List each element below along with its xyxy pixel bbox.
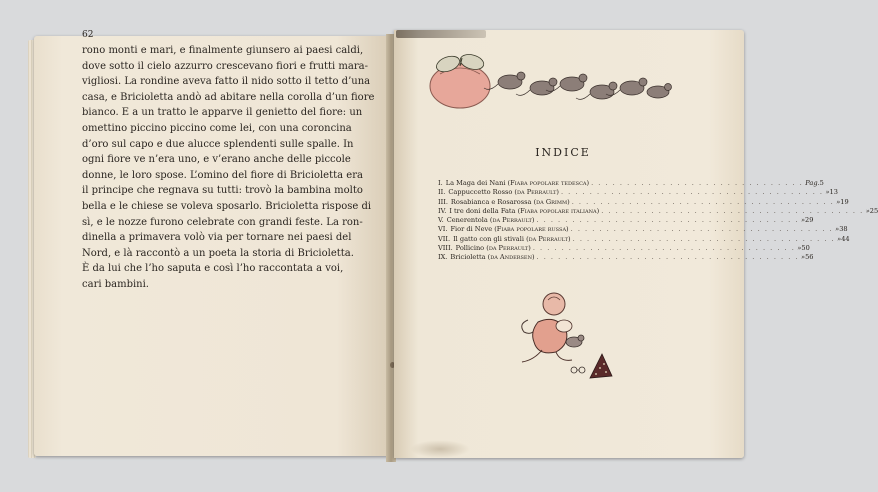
toc-mark: »	[836, 197, 841, 206]
toc-number: IX.	[438, 253, 448, 262]
story-line: bella e le chiese se voleva sposarlo. Bricioletta rispose di	[82, 200, 372, 212]
toc-number: VIII.	[438, 244, 453, 253]
toc-page-number: 25	[869, 206, 878, 215]
toc-title: Bricioletta	[450, 253, 486, 262]
toc-entry[interactable]	[438, 234, 850, 244]
toc-number: VI.	[438, 225, 448, 234]
toc-number: I.	[438, 179, 443, 187]
toc-number: IV.	[438, 206, 447, 215]
toc-title: Fior di Neve	[450, 225, 493, 234]
toc-leader: . . . . . . . . . . . . . . . . . . . . . . . . . . . . . . . . . . . . .	[536, 253, 800, 262]
story-text	[82, 43, 375, 293]
toc-author: (da Perrault)	[514, 188, 559, 197]
toc-title: I tre doni della Fata	[449, 206, 516, 215]
toc-number: V.	[438, 216, 444, 225]
toc-title: Il gatto con gli stivali	[453, 234, 524, 243]
toc-mark: »	[825, 188, 830, 197]
toc-page-number: 38	[839, 225, 848, 234]
toc-mark: »	[865, 206, 870, 215]
story-line: Nord, e là raccontò a un poeta la storia di Bricioletta.	[82, 247, 354, 259]
toc-mark: »	[835, 225, 840, 234]
toc-mark: »	[800, 216, 806, 225]
toc-leader: . . . . . . . . . . . . . . . . . . . . . . . . . . . . . . . . . . . . .	[572, 234, 836, 243]
torn-edge-stain	[396, 30, 486, 38]
toc-mark: »	[801, 253, 806, 262]
apple-and-mice-illustration	[410, 44, 680, 114]
toc-number: II.	[438, 188, 446, 197]
toc-leader: . . . . . . . . . . . . . . . . . . . . . . . . . . . . . . . . . . . . .	[570, 225, 834, 234]
toc-entry[interactable]	[438, 179, 824, 188]
toc-page-number: 13	[829, 188, 838, 197]
pointed-hat-shape	[590, 354, 612, 378]
toc-mark: Pag.	[805, 179, 820, 187]
toc-leader: . . . . . . . . . . . . . . . . . . . . . . . . . . . . . . . . . . . . .	[536, 216, 799, 225]
story-line: bianco. E a un tratto le apparve il genietto del fiore: un	[82, 107, 363, 119]
toc-page-number: 29	[805, 216, 814, 225]
story-line: dinella a primavera volò via per tornare nei paesi del	[82, 232, 352, 244]
story-line: È da lui che l’ho saputa e così l’ho raccontata a voi,	[82, 263, 344, 275]
story-line: il principe che regnava su tutti: trovò la bambina molto	[82, 185, 363, 197]
spectacles-shape	[571, 367, 577, 373]
toc-leader: . . . . . . . . . . . . . . . . . . . . . . . . . . . . . . . . . . . . .	[601, 206, 864, 215]
toc-title: Pollicino	[455, 244, 485, 253]
toc-entry[interactable]	[438, 253, 814, 262]
toc-page-number: 5	[819, 179, 824, 187]
toc-leader: . . . . . . . . . . . . . . . . . . . . . . . . . . . . . . . . . . . . .	[560, 188, 824, 197]
story-line: rono monti e mari, e finalmente giunsero ai paesi caldi,	[82, 45, 364, 56]
toc-leader: . . . . . . . . . . . . . . . . . . . . . . . . . . . . . .	[591, 179, 804, 187]
toc-leader: . . . . . . . . . . . . . . . . . . . . . . . . . . . . . . . . . . . . .	[571, 197, 835, 206]
story-line: vigliosi. La rondine aveva fatto il nido sotto il tetto d’una	[82, 76, 371, 88]
toc-title: Cappuccetto Rosso	[448, 188, 513, 197]
toc-entry[interactable]	[438, 197, 849, 207]
index-title: INDICE	[535, 146, 591, 159]
toc-mark: »	[797, 244, 802, 253]
story-line: donne, le loro spose. L’omino del fiore di Bricioletta era	[82, 169, 363, 181]
toc-page-number: 44	[841, 234, 850, 243]
story-line: dove sotto il cielo azzurro crescevano fiori e frutti mara-	[82, 60, 368, 72]
toc-entry[interactable]	[438, 225, 848, 234]
story-line: ogni fiore ve n’era uno, e v’erano anche delle piccole	[82, 154, 351, 166]
toc-entry[interactable]	[438, 244, 810, 253]
toc-leader: . . . . . . . . . . . . . . . . . . . . . . . . . . . . . . . . . . . . .	[532, 244, 796, 253]
toc-author: (Fiaba popolare russa)	[494, 225, 569, 234]
toc-number: VII.	[438, 234, 451, 243]
gnome-and-mouse-illustration	[508, 290, 618, 380]
round-hat-shape	[543, 293, 565, 315]
page-number: 62	[82, 30, 94, 40]
story-line: casa, e Bricioletta andò ad abitare nella corolla d’un fiore	[82, 91, 375, 103]
toc-number: III.	[438, 197, 448, 206]
toc-author: (Fiaba popolare tedesca)	[507, 179, 590, 187]
toc-author: (da Perrault)	[486, 244, 531, 253]
toc-author: (da Andersen)	[487, 253, 535, 262]
story-line: cari bambini.	[82, 278, 149, 290]
toc-title: Rosabianca e Rosarossa	[450, 197, 532, 206]
toc-author: (da Perrault)	[526, 234, 571, 243]
toc-entry[interactable]	[438, 206, 878, 216]
toc-author: (Fiaba popolare italiana)	[517, 206, 600, 215]
toc-mark: »	[837, 234, 842, 243]
story-line: sì, e le nozze furono celebrate con grandi feste. La ron-	[82, 216, 363, 228]
toc-author: (da Perrault)	[489, 216, 535, 225]
toc-page-number: 50	[801, 244, 810, 253]
table-of-contents	[438, 179, 878, 263]
toc-page-number: 56	[805, 253, 814, 262]
paper-stain	[410, 440, 470, 458]
toc-title: Cenerentola	[446, 216, 488, 225]
toc-title: La Maga dei Nani	[445, 179, 506, 187]
toc-entry[interactable]	[438, 188, 838, 197]
toc-author: (da Grimm)	[533, 197, 570, 206]
toc-entry[interactable]	[438, 216, 814, 225]
story-line: d’oro sul capo e due alucce splendenti sulle spalle. In	[82, 138, 354, 150]
story-line: omettino piccino piccino come lei, con una coroncina	[82, 122, 352, 134]
toc-page-number: 19	[840, 197, 849, 206]
